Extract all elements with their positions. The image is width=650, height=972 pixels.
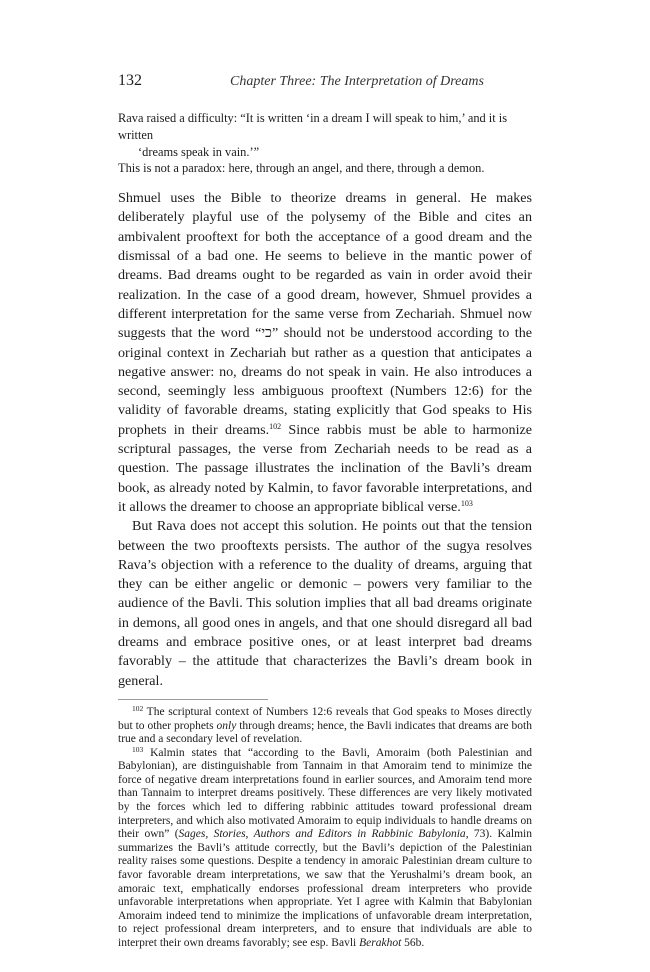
tractate-name: Berakhot (359, 937, 402, 949)
running-head (118, 72, 532, 96)
footnote-emphasis: only (216, 719, 237, 732)
footnotes (118, 703, 533, 951)
book-title: Sages, Stories, Authors and Editors in Rabbinic Babylonia (178, 828, 466, 841)
footnote-reference[interactable]: 103 (460, 498, 473, 508)
quote-line-continuation: ‘dreams speak in vain.’” (138, 144, 260, 159)
footnote-text: through dreams; hence, the Bavli indicates that dreams are both true and a secondary level of revelation. (118, 719, 533, 746)
book-page (118, 72, 532, 951)
chapter-title: Chapter Three: The Interpretation of Dreams (230, 74, 484, 89)
footnote-divider (118, 699, 268, 700)
quote-line: This is not a paradox: here, through an angel, and there, through a demon. (118, 161, 485, 176)
block-quote (118, 110, 532, 177)
footnote-number: 102 (132, 703, 144, 713)
footnote-text: 56b. (401, 937, 425, 949)
footnote (118, 744, 532, 951)
paragraph-text: Since rabbis must be able to harmonize scriptural passages, the verse from Zechariah needs to be read as a question. The passage illustrates the inclination of the Bavli’s dream book, as already noted by Kalmin, to favor favorable interpretations, and it allows the dreamer to choose an appropriate biblical verse. (118, 421, 532, 515)
footnote-reference[interactable]: 102 (269, 421, 282, 431)
paragraph: But Rava does not accept this solution. He points out that the tension between the two prooftexts persists. The author of the sugya resolves Rava’s objection with a reference to the duality of dreams, arguing that they can be either angelic or demonic – powers very familiar to the audience of the Bavli. This solution implies that all bad dreams originate in demons, all good ones in angels, and that one should disregard all bad dreams and embrace positive ones, or at least interpret bad dreams favorably – the attitude that characterizes the Bavli’s dream book in general. (118, 518, 532, 689)
quote-line: Rava raised a difficulty: “It is written ‘in a dream I will speak to him,’ and it is written (118, 111, 508, 142)
page-number: 132 (118, 72, 142, 89)
footnote-text: Kalmin states that “according to the Bavli, Amoraim (both Palestinian and Babylonian), are distinguishable from Tannaim in that Amoraim tend to minimize the force of negative dream interpretations found in earlier sources, and Amoraim tend more than Tannaim to interpret dreams positively. These differences are very likely motivated by the forces which led to differing rabbinic attitudes toward professional dream interpreters, and which also motivated Amoraim to equip individuals to handle dreams on their own” ( (118, 746, 532, 841)
footnote-text: , 73). Kalmin summarizes the Bavli’s attitude correctly, but the Bavli’s depiction of the Palestinian reality raises some questions. Despite a tendency in amoraic Palestinian dream culture to favor favorable dream interpretations, we saw that the Yerushalmi’s dream book, an amoraic text, emphatically endorses professional dream interpreters who provide unfavorable interpretations when appropriate. Yet I agree with Kalmin that Babylonian Amoraim indeed tend to minimize the implications of unfavorable dream interpretation, to reject professional dream interpreters, and to ensure that individuals are able to interpret their own dreams favorably; see esp. Bavli (118, 828, 532, 949)
main-text (118, 189, 532, 691)
footnote-text: The scriptural context of Numbers 12:6 reveals that God speaks to Moses directly but to other prophets (118, 705, 532, 732)
footnote-number: 103 (132, 744, 144, 754)
paragraph-text: Shmuel uses the Bible to theorize dreams in general. He makes deliberately playful use of the polysemy of the Bible and cites an ambivalent prooftext for both the acceptance of a good dream and the dismissal of a bad one. He seems to believe in the mantic power of dreams. Bad dreams ought to be regarded as vain in order avoid their realization. In the case of a good dream, however, Shmuel provides a different interpretation for the same verse from Zechariah. Shmuel now suggests that the word “כי” should not be understood according to the original context in Zechariah but rather as a question that anticipates a negative answer: no, dreams do not speak in vain. He also introduces a second, seemingly less ambiguous prooftext (Numbers 12:6) for the validity of favorable dreams, stating explicitly that God speaks to His prophets in their dreams. (118, 190, 532, 438)
paragraph (118, 189, 532, 517)
footnote (118, 703, 533, 747)
